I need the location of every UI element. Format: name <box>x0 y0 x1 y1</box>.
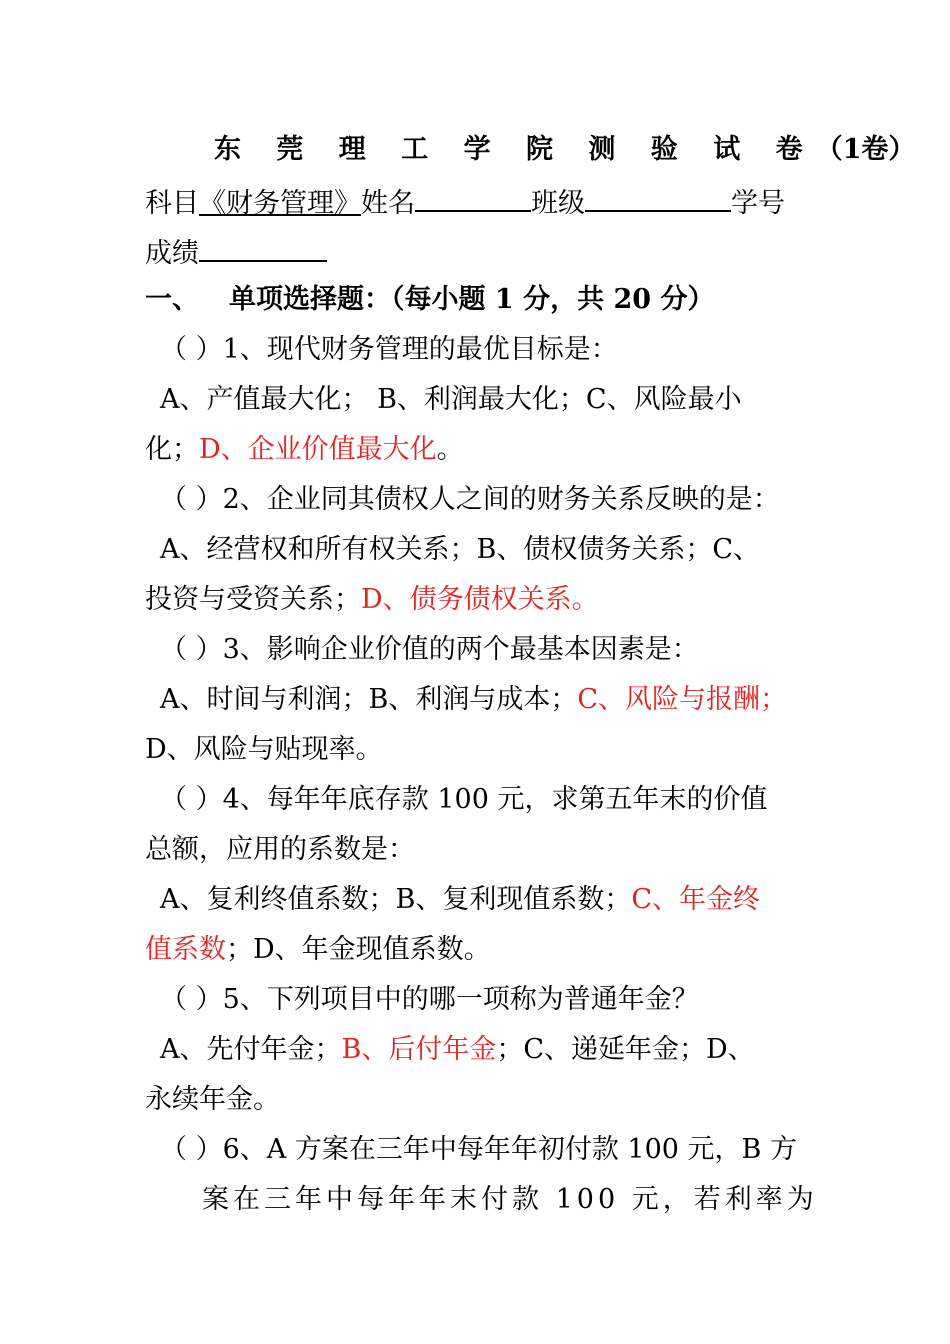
question-5-rest: ；C、递延年金；D、 <box>496 1034 755 1065</box>
exam-title <box>214 133 916 167</box>
exam-title-suffix: （1卷） <box>815 134 916 165</box>
question-4-text: A、复利终值系数；B、复利现值系数； <box>160 884 632 915</box>
question-3-answer: C、风险与报酬； <box>577 684 788 715</box>
question-3-options-line1 <box>160 683 825 717</box>
exam-title-main: 东 莞 理 工 学 院 测 验 试 卷 <box>214 134 816 165</box>
name-label: 姓名 <box>361 188 415 219</box>
score-line <box>145 233 810 271</box>
question-3-text: A、时间与利润；B、利润与成本； <box>160 684 578 715</box>
question-1-text: 化； <box>145 434 199 465</box>
question-1-end: 。 <box>436 434 464 465</box>
question-2-options-line1: A、经营权和所有权关系；B、债权债务关系；C、 <box>160 534 760 565</box>
question-2-text: 投资与受资关系； <box>145 584 361 615</box>
question-4-stem-line2: 总额，应用的系数是： <box>145 834 415 865</box>
question-1-options-line2 <box>145 433 810 467</box>
score-label: 成绩 <box>145 238 199 269</box>
section-title: 单项选择题：（每小题 1 分，共 20 分） <box>229 284 715 315</box>
question-3-options-line2: D、风险与贴现率。 <box>145 734 383 765</box>
question-2-answer: D、债务债权关系。 <box>361 584 599 615</box>
section-heading <box>145 283 810 317</box>
question-4-options-line1 <box>160 883 825 917</box>
question-4-answer-part1: C、年金终 <box>631 884 761 915</box>
question-6-stem-line1: （ ）6、A 方案在三年中每年年初付款 100 元，B 方 <box>160 1134 797 1165</box>
question-5-text: A、先付年金； <box>160 1034 342 1065</box>
question-2-stem: （ ）2、企业同其债权人之间的财务关系反映的是： <box>160 484 780 515</box>
id-label: 学号 <box>731 188 785 219</box>
header-info-line <box>145 183 810 221</box>
question-1-options-line1: A、产值最大化； B、利润最大化；C、风险最小 <box>160 384 742 415</box>
class-label: 班级 <box>531 188 585 219</box>
question-5-options-line1 <box>160 1033 825 1067</box>
class-blank[interactable] <box>585 183 731 212</box>
question-3-stem: （ ）3、影响企业价值的两个最基本因素是： <box>160 634 699 665</box>
question-4-options-line2 <box>145 933 810 967</box>
section-number: 一、 <box>145 284 199 315</box>
question-6-stem-line2: 案在三年中每年年末付款 100 元，若利率为 <box>202 1184 818 1215</box>
question-1-stem: （ ）1、现代财务管理的最优目标是： <box>160 334 618 365</box>
question-5-answer: B、后付年金 <box>341 1034 497 1065</box>
question-1-answer: D、企业价值最大化 <box>199 434 437 465</box>
question-5-options-line2: 永续年金。 <box>145 1084 280 1115</box>
question-4-stem-line1: （ ）4、每年年底存款 100 元，求第五年末的价值 <box>160 784 768 815</box>
question-4-answer-part2: 值系数 <box>145 934 226 965</box>
question-2-options-line2 <box>145 583 810 617</box>
subject-label: 科目 <box>145 188 199 219</box>
question-4-rest: ；D、年金现值系数。 <box>226 934 491 965</box>
score-blank[interactable] <box>199 233 327 262</box>
name-blank[interactable] <box>415 183 531 212</box>
question-5-stem: （ ）5、下列项目中的哪一项称为普通年金？ <box>160 984 699 1015</box>
subject-value: 《财务管理》 <box>199 188 361 219</box>
